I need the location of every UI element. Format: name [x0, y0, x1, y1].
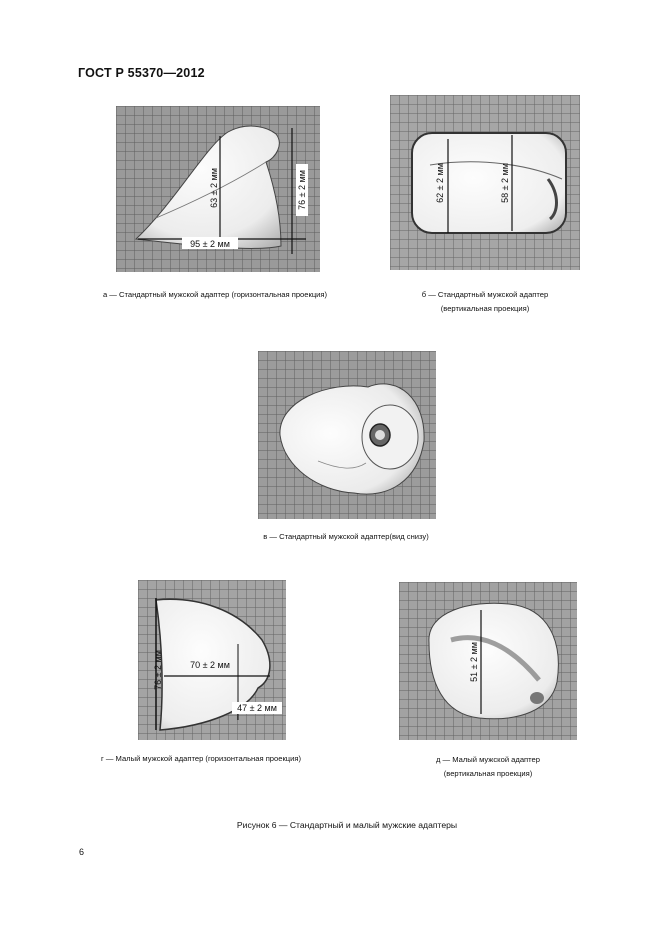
caption-b-line1: б — Стандартный мужской адаптер: [421, 290, 549, 299]
caption-e: [395, 753, 581, 781]
document-header: ГОСТ Р 55370—2012: [78, 66, 205, 80]
photo-standard-adapter-vertical: [390, 95, 580, 270]
caption-e-line2: (вертикальная проекция): [443, 769, 533, 778]
photo-small-adapter-vertical: [399, 582, 577, 740]
dim-a-63: 63 ± 2 мм: [209, 168, 219, 208]
photo-small-adapter-horizontal: [138, 580, 286, 740]
caption-e-line1: д — Малый мужской адаптер: [436, 755, 540, 764]
page-number: 6: [79, 847, 85, 857]
caption-b: [390, 288, 580, 316]
dim-d-47: 47 ± 2 мм: [237, 703, 277, 713]
figure-title: Рисунок 6 — Стандартный и малый мужские адаптеры: [236, 820, 458, 830]
caption-a: а — Стандартный мужской адаптер (горизонтальная проекция): [102, 290, 328, 299]
photo-standard-adapter-horizontal: [116, 106, 320, 272]
dim-a-76: 76 ± 2 мм: [297, 170, 307, 210]
caption-d: г — Малый мужской адаптер (горизонтальная проекция): [100, 754, 302, 763]
dim-e-51: 51 ± 2 мм: [469, 642, 479, 682]
photo-standard-adapter-bottom: [258, 351, 436, 519]
dim-b-62: 62 ± 2 мм: [435, 163, 445, 203]
dim-d-76: 76 ± 2 мм: [153, 650, 163, 690]
dim-a-95: 95 ± 2 мм: [190, 239, 230, 249]
caption-c: в — Стандартный мужской адаптер(вид снизу): [263, 532, 429, 541]
dim-b-58: 58 ± 2 мм: [500, 163, 510, 203]
dim-d-70: 70 ± 2 мм: [190, 660, 230, 670]
caption-b-line2: (вертикальная проекция): [440, 304, 530, 313]
